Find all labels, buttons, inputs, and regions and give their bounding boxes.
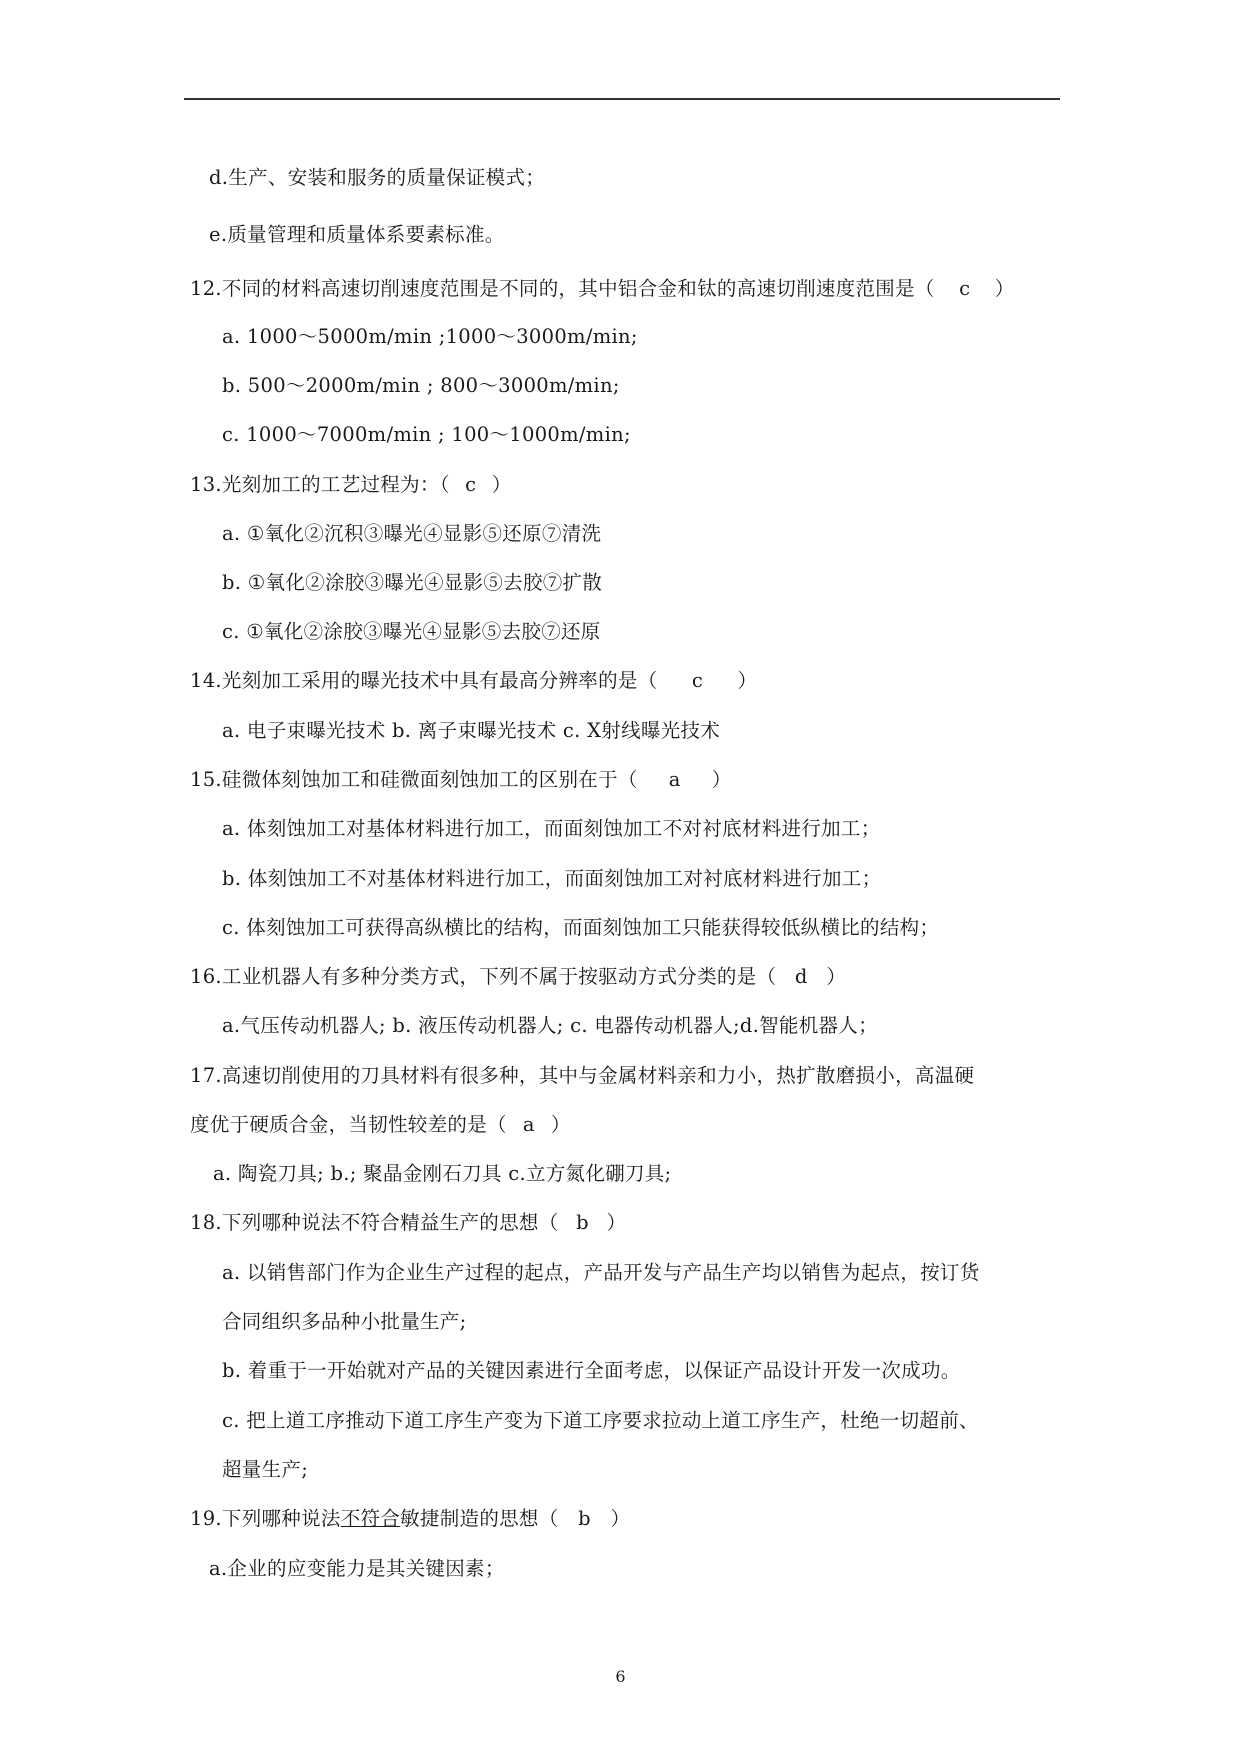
answer: b [578,1507,591,1530]
question-17-line-2 [190,1112,571,1138]
question-15 [190,767,732,793]
option-c: c. 体刻蚀加工可获得高纵横比的结构，而面刻蚀加工只能获得较低纵横比的结构； [222,916,940,939]
close-paren: ） [711,768,732,791]
option-c-line-1: c. 把上道工序推动下道工序生产变为下道工序要求拉动上道工序生产，杜绝一切超前、 [222,1409,979,1432]
option-b: b. 着重于一开始就对产品的关键因素进行全面考虑，以保证产品设计开发一次成功。 [222,1359,961,1382]
question-text: 16.工业机器人有多种分类方式，下列不属于按驱动方式分类的是（ [190,965,777,988]
option-a: a. ①氧化②沉积③曝光④显影⑤还原⑦清洗 [222,522,602,545]
option-b: b. ①氧化②涂胶③曝光④显影⑤去胶⑦扩散 [222,571,603,594]
option-a-line-1: a. 以销售部门作为企业生产过程的起点，产品开发与产品生产均以销售为起点，按订货 [222,1261,980,1284]
option-c: c. ①氧化②涂胶③曝光④显影⑤去胶⑦还原 [222,620,601,643]
question-14 [190,668,757,694]
close-paren: ） [491,473,512,496]
options-row: a.气压传动机器人; b. 液压传动机器人; c. 电器传动机器人;d.智能机器人； [222,1014,878,1037]
option-a: a.企业的应变能力是其关键因素； [209,1557,505,1580]
question-text: 19.下列哪种说法 [190,1507,341,1530]
question-12 [190,276,1015,302]
question-text: 18.下列哪种说法不符合精益生产的思想（ [190,1211,559,1234]
question-text: 度优于硬质合金，当韧性较差的是（ [190,1113,507,1136]
question-13 [190,472,512,498]
answer: a [522,1113,535,1136]
close-paren: ） [550,1113,571,1136]
option-d: d.生产、安装和服务的质量保证模式； [209,166,546,189]
answer: c [691,669,704,692]
question-text: 13.光刻加工的工艺过程为：（ [190,473,450,496]
question-text: 15.硅微体刻蚀加工和硅微面刻蚀加工的区别在于（ [190,768,638,791]
question-16 [190,964,846,990]
answer: d [794,965,808,988]
option-c-line-2: 超量生产; [222,1458,309,1481]
close-paren: ） [826,965,847,988]
close-paren: ） [610,1507,631,1530]
options-row: a. 陶瓷刀具; b.; 聚晶金刚石刀具 c.立方氮化硼刀具; [213,1162,672,1185]
close-paren: ） [737,669,758,692]
close-paren: ） [606,1211,627,1234]
options-row: a. 电子束曝光技术 b. 离子束曝光技术 c. X射线曝光技术 [222,719,721,742]
option-b: b. 体刻蚀加工不对基体材料进行加工，而面刻蚀加工对衬底材料进行加工； [222,867,882,890]
page-number: 6 [615,1667,626,1686]
option-a-line-2: 合同组织多品种小批量生产; [222,1310,467,1333]
question-19 [190,1506,630,1532]
answer: b [576,1211,589,1234]
question-text: 14.光刻加工采用的曝光技术中具有最高分辨率的是（ [190,669,658,692]
option-e: e.质量管理和质量体系要素标准。 [209,223,505,246]
answer: c [465,473,477,496]
option-a: a. 1000～5000m/min ;1000～3000m/min; [222,325,638,348]
question-text: 12.不同的材料高速切削速度范围是不同的，其中铝合金和钛的高速切削速度范围是（ [190,277,935,300]
option-a: a. 体刻蚀加工对基体材料进行加工，而面刻蚀加工不对衬底材料进行加工； [222,817,881,840]
answer: a [668,768,681,791]
question-18 [190,1210,626,1236]
header-rule [184,98,1060,100]
option-c: c. 1000～7000m/min ; 100～1000m/min; [222,423,631,446]
close-paren: ） [994,277,1015,300]
question-17-line-1: 17.高速切削使用的刀具材料有很多种，其中与金属材料亲和力小，热扩散磨损小，高温硬 [190,1064,975,1087]
answer: c [959,277,971,300]
question-text-rest: 敏捷制造的思想（ [400,1507,559,1530]
underlined-text: 不符合 [340,1507,401,1530]
option-b: b. 500～2000m/min ; 800～3000m/min; [222,374,620,397]
